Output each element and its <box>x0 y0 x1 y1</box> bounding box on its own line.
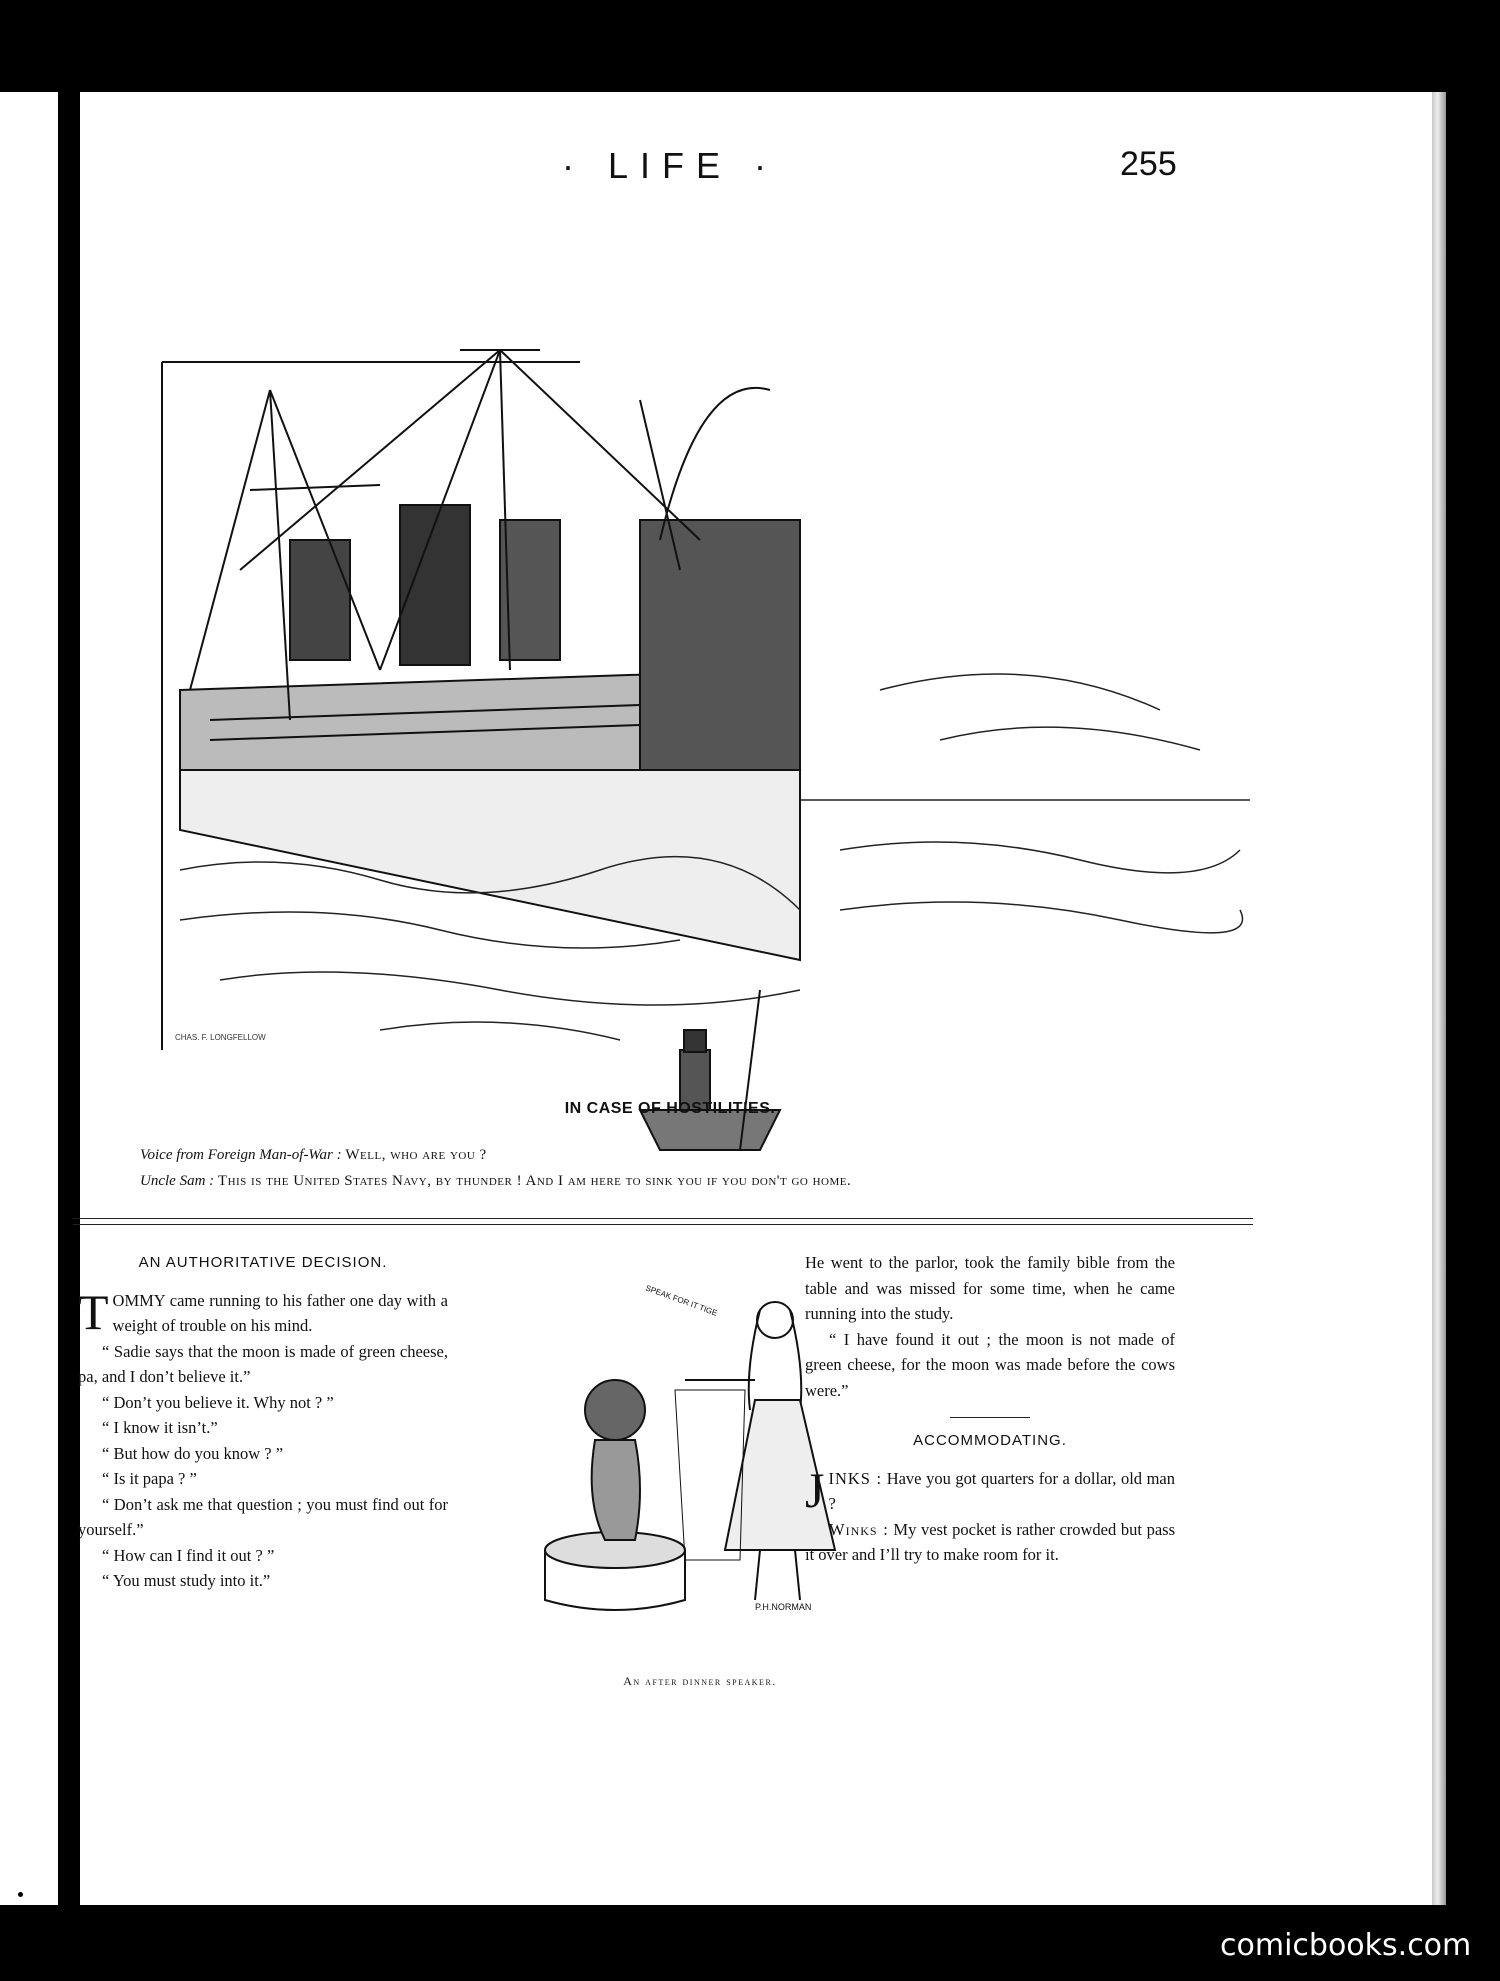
article-authoritative-decision <box>78 1250 448 1594</box>
article-paragraph: “ I know it isn’t.” <box>102 1418 218 1437</box>
section-divider <box>73 1218 1253 1225</box>
dialogue-line <box>140 1168 1260 1194</box>
main-cartoon-caption: IN CASE OF HOSTILITIES. <box>564 1100 776 1117</box>
article-paragraph: “ I have found it out ; the moon is not made of green cheese, for the moon was made before the cows were.” <box>805 1329 1175 1400</box>
article-heading: ACCOMMODATING. <box>913 1432 1067 1449</box>
dialogue-speaker: Uncle Sam : <box>140 1173 215 1189</box>
article-paragraph: Winks : My vest pocket is rather crowded but pass it over and I’ll try to make room for it. <box>805 1519 1175 1564</box>
warship-illustration <box>80 270 1260 1042</box>
article-paragraph: TOMMY came running to his father one day with a weight of trouble on his mind. <box>78 1283 448 1340</box>
article-paragraph: “ Sadie says that the moon is made of green cheese, pa, and I don’t believe it.” <box>78 1341 448 1386</box>
article-paragraph: “ Don’t ask me that question ; you must find out for yourself.” <box>78 1494 448 1539</box>
article-paragraph: “ Is it papa ? ” <box>102 1469 197 1488</box>
article-paragraph: “ But how do you know ? ” <box>102 1443 284 1463</box>
dialogue-speech: This is the United States Navy, by thunder ! And I am here to sink you if you don't go home. <box>217 1173 852 1189</box>
drop-cap: T <box>78 1283 109 1340</box>
facing-page-edge <box>0 92 58 1905</box>
dialogue-line <box>140 1142 1260 1168</box>
article-paragraph: “ How can I find it out ? ” <box>102 1545 275 1565</box>
main-cartoon-dialogue <box>140 1142 1260 1194</box>
article-divider <box>950 1417 1030 1418</box>
article-paragraph: JINKS : Have you got quarters for a dollar, old man ? <box>805 1461 1175 1518</box>
watermark: comicbooks.com <box>1220 1928 1472 1963</box>
dialogue-speaker: Voice from Foreign Man-of-War : <box>140 1147 342 1163</box>
small-cartoon-caption: An after dinner speaker. <box>623 1674 777 1688</box>
artist-signature: CHAS. F. LONGFELLOW <box>175 1033 266 1042</box>
article-continuation <box>805 1250 1175 1568</box>
article-heading: AN AUTHORITATIVE DECISION. <box>138 1254 388 1271</box>
page-title: · LIFE · <box>561 145 778 186</box>
dialogue-speech: Well, who are you ? <box>345 1147 487 1163</box>
article-paragraph: He went to the parlor, took the family bible from the table and was missed for some time, when he came running into the study. <box>805 1253 1175 1323</box>
article-paragraph: “ Don’t you believe it. Why not ? ” <box>102 1392 334 1412</box>
speech-label: SPEAK FOR IT TIGE <box>644 1283 719 1318</box>
article-paragraph: “ You must study into it.” <box>102 1571 271 1590</box>
ink-dot <box>18 1892 23 1897</box>
cartoon-signature: P.H.NORMAN <box>755 1602 812 1612</box>
drop-cap: J <box>805 1461 825 1518</box>
page-number: 255 <box>1120 145 1177 183</box>
page-edge-shadow <box>1432 92 1446 1905</box>
